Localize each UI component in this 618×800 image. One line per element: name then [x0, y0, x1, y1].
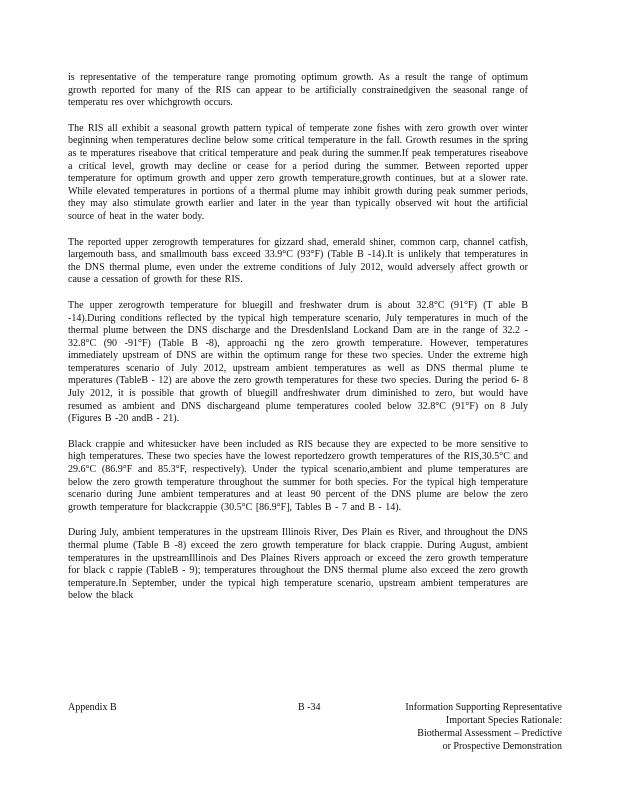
footer-title-line-1: Information Supporting Representative — [405, 702, 562, 713]
footer-title-line-4: or Prospective Demonstration — [442, 741, 562, 752]
paragraph-5: Black crappie and whitesucker have been included as RIS because they are expected to be more sensitive to high temperatures. These two species have the lowest reportedzero growth temperatures of the RIS,30.5°C and 29.6°C (86.9°F and 85.3°F, respectively). Under the typical scenario,ambient and plume temperatures are below the zero growth temperature throughout the summer for both species. For the typical high temperature scenario during June ambient temperatures and at least 90 percent of the DNS plume are below the zero growth temperature for blackcrappie (30.5°C [86.9°F], Tables B - 7 and B - 14). — [68, 438, 528, 513]
footer-title-line-3: Biothermal Assessment – Predictive — [417, 728, 562, 739]
footer-section-title — [372, 701, 562, 753]
footer-page-number: B -34 — [298, 702, 321, 713]
paragraph-2: The RIS all exhibit a seasonal growth pattern typical of temperate zone fishes with zero growth over winter beginning when temperatures decline below some critical temperature in the fall. Growth resumes in the spring as te mperatures riseabove that critical temperature and peak during the summer.If peak temperatures riseabove a critical level, growth may decline or cease for a period during the summer. Between reported upper temperature for optimum growth and upper zero growth temperature,growth continues, but at a slower rate. While elevated temperatures in portions of a thermal plume may inhibit growth during peak summer periods, they may also stimulate growth earlier and later in the year than typically observed wit hout the artificial source of heat in the water body. — [68, 122, 528, 222]
paragraph-6: During July, ambient temperatures in the upstream Illinois River, Des Plain es River, and throughout the DNS thermal plume (Table B -8) exceed the zero growth temperature for black crappie. During August, ambient temperatures in the upstreamIllinois and Des Plaines Rivers approach or exceed the zero growth temperature for black c rappie (TableB - 9); temperatures throughout the DNS thermal plume also exceed the zero growth temperature.In September, under the typical high temperature scenario, upstream ambient temperatures are below the black — [68, 527, 528, 602]
body-text — [68, 72, 528, 616]
page-footer — [68, 701, 562, 761]
paragraph-1: is representative of the temperature range promoting optimum growth. As a result the range of optimum growth reported for many of the RIS can appear to be artificially constrainedgiven the seasonal range of temperatu res over whichgrowth occurs. — [68, 72, 528, 109]
footer-title-line-2: Important Species Rationale: — [445, 715, 562, 726]
paragraph-3: The reported upper zerogrowth temperatures for gizzard shad, emerald shiner, common carp, channel catfish, largemouth bass, and smallmouth bass exceed 33.9°C (93°F) (Table B -14).It is unlikely that temperatures in the DNS thermal plume, even under the extreme conditions of July 2012, would adversely affect growth or cause a cessation of growth for these RIS. — [68, 236, 528, 286]
paragraph-4: The upper zerogrowth temperature for bluegill and freshwater drum is about 32.8°C (91°F) (T able B -14).During conditions reflected by the typical high temperature scenario, July temperatures in much of the thermal plume between the DNS discharge and the DresdenIsland Lockand Dam are in the range of 32.2 - 32.8°C (90 -91°F) (Table B -8), approachi ng the zero growth temperature. However, temperatures immediately upstream of DNS are within the optimum range for these two species. Under the extreme high temperatures scenario of July 2012, upstream ambient temperatures as well as DNS thermal plume te mperatures (TableB - 12) are above the zero growth temperatures for these two species. During the period 6- 8 July 2012, it is possible that growth of bluegill andfreshwater drum diminished to zero, but would have resumed as ambient and DNS dischargeand plume temperatures cooled below 32.8°C (91°F) on 8 July (Figures B -20 andB - 21). — [68, 299, 528, 425]
footer-appendix-label: Appendix B — [68, 702, 117, 713]
